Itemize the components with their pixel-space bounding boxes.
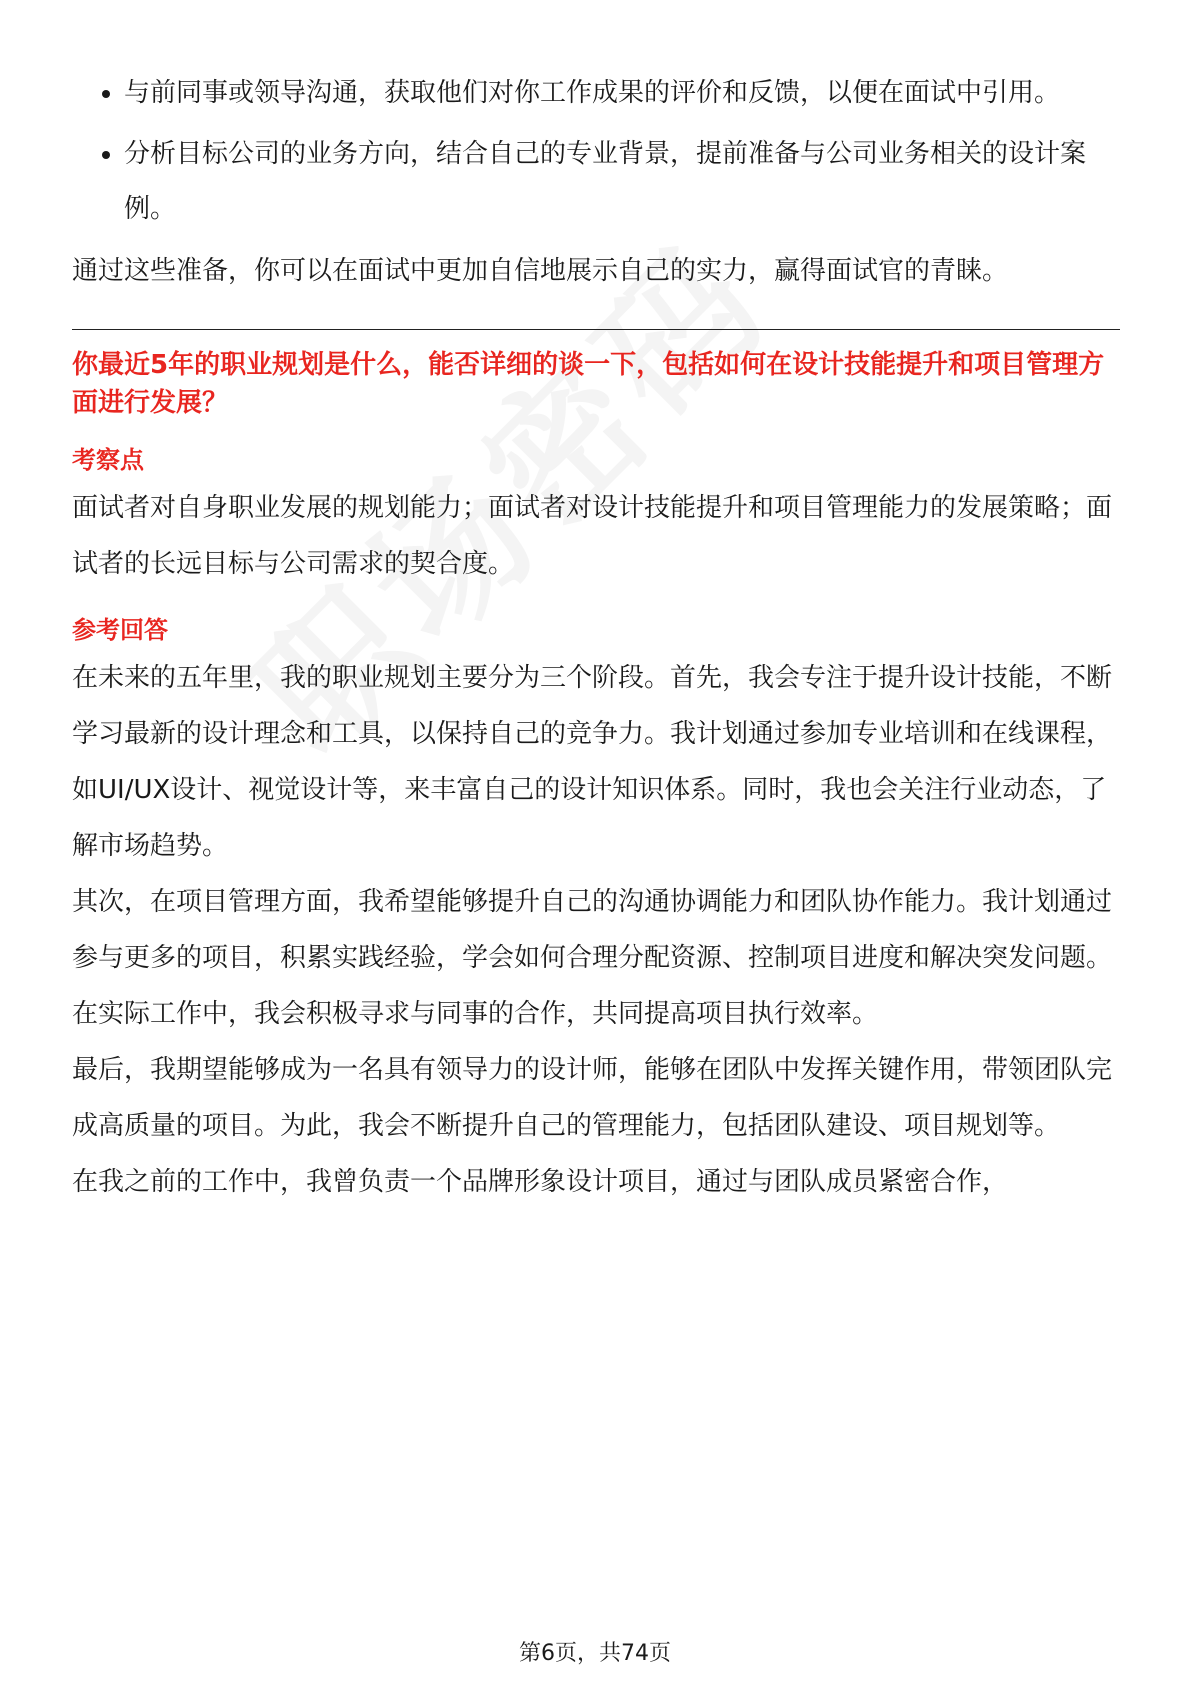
- bullet-list: [72, 66, 1120, 237]
- question-heading: 你最近5年的职业规划是什么，能否详细的谈一下，包括如何在设计技能提升和项目管理方面进行发展？: [72, 350, 1105, 418]
- list-item-text: 分析目标公司的业务方向，结合自己的专业背景，提前准备与公司业务相关的设计案例。: [124, 139, 1087, 224]
- bullet-dot-icon: [102, 90, 110, 98]
- summary-paragraph: 通过这些准备，你可以在面试中更加自信地展示自己的实力，赢得面试官的青睐。: [72, 256, 1009, 286]
- list-item: [72, 127, 1120, 237]
- page-number: 第6页，共74页: [519, 1641, 671, 1666]
- answer-paragraph: 最后，我期望能够成为一名具有领导力的设计师，能够在团队中发挥关键作用，带领团队完成高质量的项目。为此，我会不断提升自己的管理能力，包括团队建设、项目规划等。: [72, 1055, 1113, 1141]
- focus-label: 考察点: [72, 446, 144, 474]
- answer-paragraph: 其次，在项目管理方面，我希望能够提升自己的沟通协调能力和团队协作能力。我计划通过参与更多的项目，积累实践经验，学会如何合理分配资源、控制项目进度和解决突发问题。在实际工作中，我会积极寻求与同事的合作，共同提高项目执行效率。: [72, 887, 1113, 1029]
- document-body: [72, 66, 1120, 1210]
- section-divider: [72, 329, 1120, 330]
- focus-paragraph: 面试者对自身职业发展的规划能力；面试者对设计技能提升和项目管理能力的发展策略；面试者的长远目标与公司需求的契合度。: [72, 493, 1113, 579]
- answer-label: 参考回答: [72, 616, 168, 644]
- answer-paragraph: 在未来的五年里，我的职业规划主要分为三个阶段。首先，我会专注于提升设计技能，不断学习最新的设计理念和工具，以保持自己的竞争力。我计划通过参加专业培训和在线课程，如UI/UX设计、视觉设计等，来丰富自己的设计知识体系。同时，我也会关注行业动态，了解市场趋势。: [72, 663, 1113, 861]
- answer-paragraph: 在我之前的工作中，我曾负责一个品牌形象设计项目，通过与团队成员紧密合作，: [72, 1167, 1009, 1197]
- list-item: [72, 66, 1120, 121]
- list-item-text: 与前同事或领导沟通，获取他们对你工作成果的评价和反馈，以便在面试中引用。: [124, 78, 1061, 108]
- bullet-dot-icon: [102, 151, 110, 159]
